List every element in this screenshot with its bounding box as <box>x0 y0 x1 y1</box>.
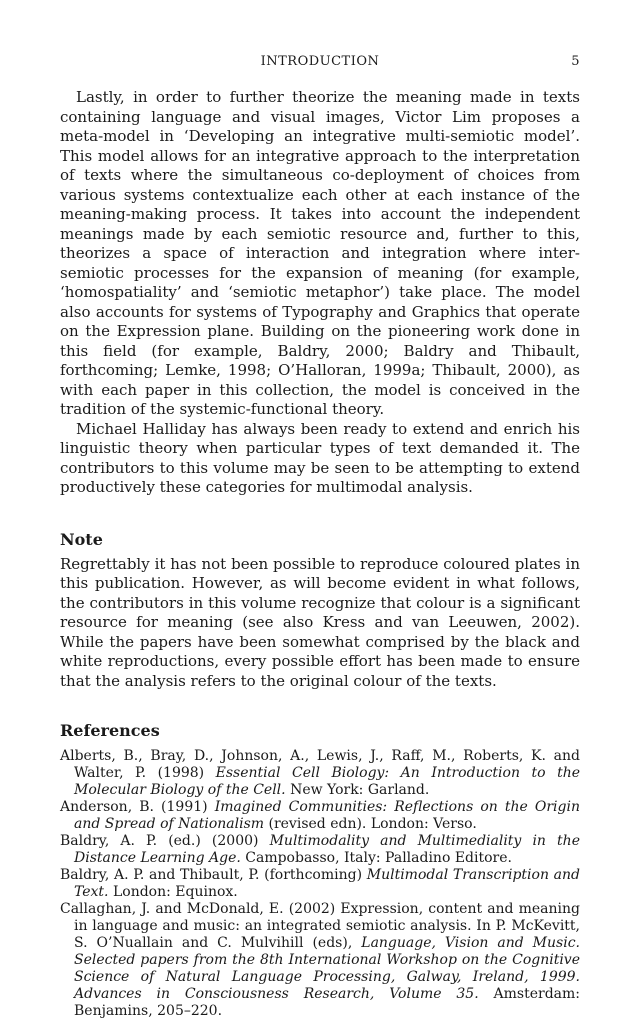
reference-publisher: Amsterdam: Benjamins, 205–220. <box>74 986 580 1019</box>
body-text <box>60 88 580 498</box>
reference-title: Imagined Communities: Reflections on the Origin and Spread of Nationalism <box>74 799 580 832</box>
page-number: 5 <box>571 54 580 69</box>
reference-title: Multimodal Transcription and Text. <box>74 867 581 900</box>
body-paragraph-2: Michael Halliday has always been ready to extend and enrich his linguistic theory when particular types of text demanded it. The contributors to this volume may be seen to be attempting to extend productively these categories for multimodal analysis. <box>60 419 580 496</box>
reference-item <box>60 799 580 833</box>
reference-authors: Callaghan, J. and McDonald, E. (2002) Expression, content and meaning in language and music: an integrated semiotic analysis. In P. McKevitt, S. O’Nuallain and C. Mulvihill (eds), <box>60 901 580 951</box>
reference-publisher: New York: Garland. <box>285 782 430 798</box>
reference-authors: Alberts, B., Bray, D., Johnson, A., Lewis, J., Raff, M., Roberts, K. and Walter, P. (1998) <box>60 748 580 781</box>
reference-publisher: London: Equinox. <box>108 884 238 900</box>
reference-item <box>60 833 580 867</box>
reference-title: Language, Vision and Music. Selected papers from the 8th International Workshop on the Cognitive Science of Natural Language Processing, Galway, Ireland, 1999. Advances in Consciousness Research, Volume 35. <box>74 935 580 1002</box>
reference-item <box>60 867 580 901</box>
body-paragraph-1: Lastly, in order to further theorize the meaning made in texts containing language and visual images, Victor Lim proposes a meta-model in ‘Developing an integrative multi-semiotic model’. This model allows for an integrative approach to the interpretation of texts where the simultaneous co-deployment of choices from various systems contextualize each other at each instance of the meaning-making process. It takes into account the independent meanings made by each semiotic resource and, further to this, theorizes a space of interaction and integration where inter-semiotic processes for the expansion of meaning (for example, ‘homospatiality’ and ‘semiotic metaphor’) take place. The model also accounts for systems of Typography and Graphics that operate on the Expression plane. Building on the pioneering work done in this field (for example, Baldry, 2000; Baldry and Thibault, forthcoming; Lemke, 1998; O’Halloran, 1999a; Thibault, 2000), as with each paper in this collection, the model is conceived in the tradition of the systemic-functional theory. <box>60 88 580 418</box>
references-heading: References <box>60 721 160 740</box>
reference-item <box>60 901 580 1020</box>
reference-authors: Baldry, A. P. and Thibault, P. (forthcoming) <box>60 867 367 883</box>
note-heading: Note <box>60 529 103 549</box>
reference-authors: Anderson, B. (1991) <box>60 799 215 815</box>
reference-authors: Baldry, A. P. (ed.) (2000) <box>60 833 270 849</box>
reference-publisher: (revised edn). London: Verso. <box>264 816 477 832</box>
note-paragraph: Regrettably it has not been possible to reproduce coloured plates in this publication. However, as will become evident in what follows, the contributors in this volume recognize that colour is a significant resource for meaning (see also Kress and van Leeuwen, 2002). While the papers have been somewhat comprised by the black and white reproductions, every possible effort has been made to ensure that the analysis refers to the original colour of the texts. <box>60 554 580 690</box>
running-head <box>60 50 580 76</box>
book-page <box>60 50 580 1020</box>
reference-title: Essential Cell Biology: An Introduction to the Molecular Biology of the Cell. <box>74 765 580 798</box>
reference-publisher: Campobasso, Italy: Palladino Editore. <box>240 850 512 866</box>
reference-list <box>60 748 580 1020</box>
reference-item <box>60 748 580 799</box>
reference-title: Multimodality and Multimediality in the Distance Learning Age. <box>74 833 580 866</box>
running-title: INTRODUCTION <box>260 54 380 69</box>
